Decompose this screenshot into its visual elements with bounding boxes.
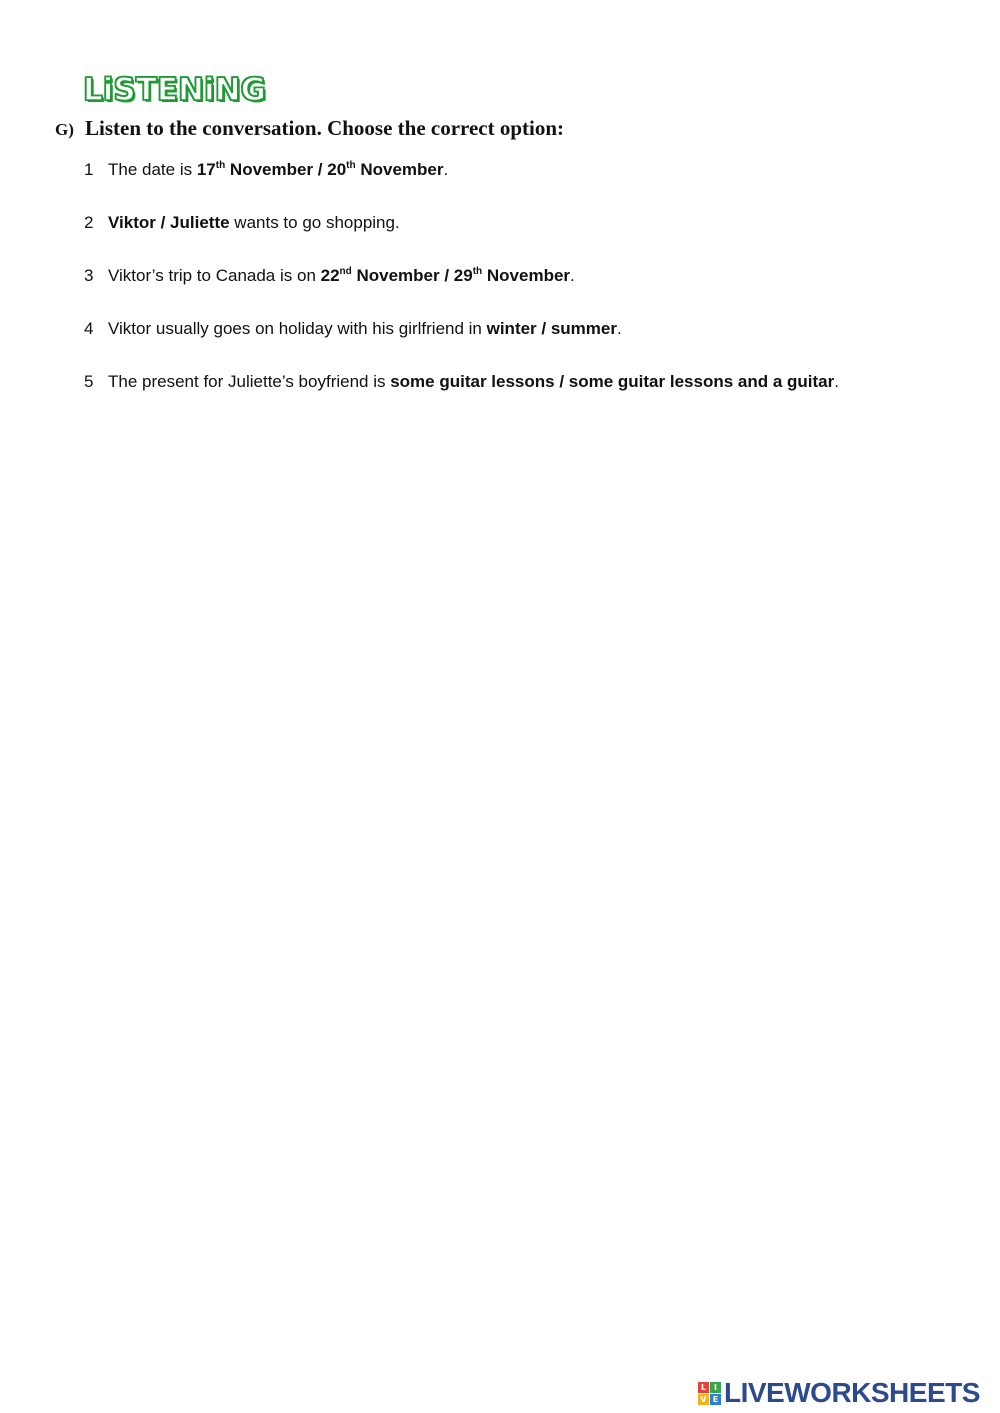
logo-badge-letter: L: [698, 1382, 709, 1393]
question-text: .: [570, 266, 575, 285]
ordinal-suffix: th: [346, 160, 356, 171]
answer-option-text: November / 20: [225, 160, 347, 179]
question-text: Viktor usually goes on holiday with his girlfriend in: [108, 319, 487, 338]
ordinal-suffix: th: [472, 266, 483, 277]
answer-option-text: November / 29: [351, 266, 473, 285]
answer-option-text: 22: [320, 266, 340, 285]
answer-option-text: November: [355, 160, 444, 179]
logo-text: LIVEWORKSHEETS: [724, 1377, 980, 1408]
question-list: [84, 158, 839, 423]
question-text: The date is: [108, 160, 197, 179]
question-item: [84, 317, 839, 370]
answer-option-text: Viktor / Juliette: [108, 213, 230, 232]
instruction-letter: G): [55, 120, 74, 139]
logo-badge-letter: I: [710, 1382, 721, 1393]
question-text: .: [616, 319, 622, 338]
question-item: [84, 158, 839, 211]
answer-option-text: winter / summer: [486, 319, 617, 338]
logo-badge: [698, 1382, 721, 1405]
answer-option-text: some guitar lessons / some guitar lessons and a guitar: [390, 372, 835, 391]
question-number: 5: [84, 372, 94, 391]
answer-option-text: 17: [196, 160, 216, 179]
question-item: [84, 370, 839, 423]
ordinal-suffix: nd: [339, 266, 352, 277]
question-text: Viktor’s trip to Canada is on: [108, 266, 321, 285]
question-number: 3: [84, 266, 94, 285]
liveworksheets-logo: [698, 1377, 980, 1409]
question-number: 1: [84, 160, 94, 179]
instruction: [55, 116, 564, 141]
question-text: .: [443, 160, 449, 179]
logo-badge-letter: E: [710, 1394, 721, 1405]
instruction-text: Listen to the conversation. Choose the correct option:: [85, 116, 565, 140]
question-item: [84, 211, 839, 264]
question-text: The present for Juliette’s boyfriend is: [108, 372, 391, 391]
logo-badge-letter: V: [698, 1394, 709, 1405]
question-item: [84, 264, 839, 317]
question-text: .: [834, 372, 839, 391]
section-heading: LiSTENiNG: [83, 72, 266, 108]
question-number: 2: [84, 213, 94, 232]
question-text: wants to go shopping.: [229, 213, 400, 232]
answer-option-text: November: [482, 266, 571, 285]
question-number: 4: [84, 319, 94, 338]
ordinal-suffix: th: [215, 160, 226, 171]
